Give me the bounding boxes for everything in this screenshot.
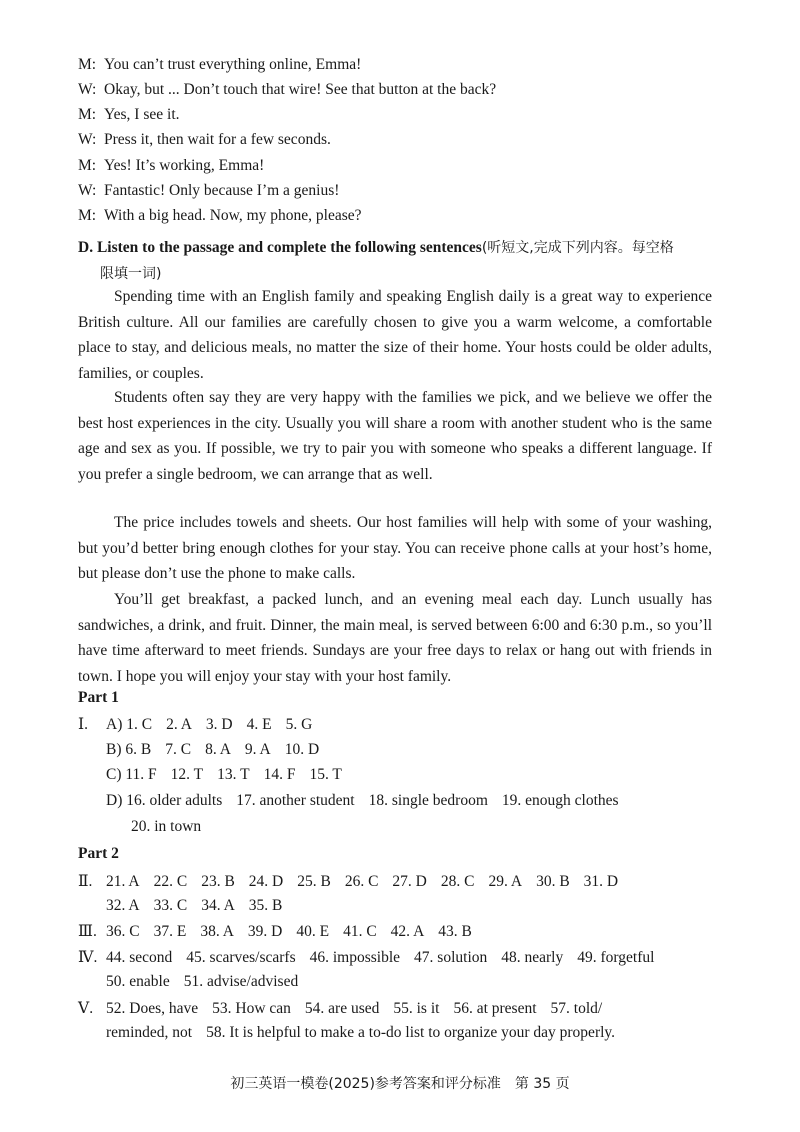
dialogue-line: M: You can’t trust everything online, Emma! (78, 56, 362, 73)
answer-row: B) 6. B 7. C 8. A 9. A 10. D (106, 741, 320, 758)
part1-title: Part 1 (78, 689, 119, 706)
dialogue-line: M: Yes, I see it. (78, 106, 180, 123)
dialogue-line: W: Okay, but ... Don’t touch that wire! See that button at the back? (78, 81, 497, 98)
answer-row: Ⅱ. 21. A 22. C 23. B 24. D 25. B 26. C 27. D 28. C 29. A 30. B 31. D (78, 873, 619, 890)
dialogue-line: W: Press it, then wait for a few seconds. (78, 131, 331, 148)
answer-row: 32. A 33. C 34. A 35. B (106, 897, 283, 914)
answer-row: Ⅰ. A) 1. C 2. A 3. D 4. E 5. G (78, 716, 313, 733)
answer-row: Ⅳ. 44. second 45. scarves/scarfs 46. impossible 47. solution 48. nearly 49. forgetful (78, 949, 655, 966)
answer-row: 50. enable 51. advise/advised (106, 973, 299, 990)
answer-row: 20. in town (131, 818, 202, 835)
part2-title: Part 2 (78, 845, 119, 862)
answer-row: Ⅴ. 52. Does, have 53. How can 54. are used 55. is it 56. at present 57. told/ (78, 1000, 603, 1017)
dialogue-line: W: Fantastic! Only because I’m a genius! (78, 182, 340, 199)
answer-row: Ⅲ. 36. C 37. E 38. A 39. D 40. E 41. C 42. A 43. B (78, 923, 472, 940)
passage-paragraph: Spending time with an English family and speaking English daily is a great way to experience British culture. All our families are carefully chosen to give you a warm welcome, a comfortable place to stay, and delicious meals, no matter the size of their home. Your hosts could be older adults, families, or couples. (78, 288, 712, 382)
answer-row: reminded, not 58. It is helpful to make a to-do list to organize your day properly. (106, 1024, 616, 1041)
passage-paragraph: You’ll get breakfast, a packed lunch, and an evening meal each day. Lunch usually has sandwiches, a drink, and fruit. Dinner, the main meal, is served between 6:00 and 6:30 p.m., so you’ll have time afterward to meet friends. Sundays are your free days to relax or hang out with friends in town. I hope you will enjoy your stay with your host family. (78, 591, 712, 685)
passage-paragraph: The price includes towels and sheets. Our host families will help with some of your washing, but you’d better bring enough clothes for your stay. You can receive phone calls at your host’s home, but please don’t use the phone to make calls. (78, 514, 712, 582)
page-footer: 初三英语一模卷(2025)参考答案和评分标准 第 35 页 (230, 1076, 570, 1092)
answer-row: C) 11. F 12. T 13. T 14. F 15. T (106, 766, 342, 783)
passage-paragraph: Students often say they are very happy with the families we pick, and we believe we offer the best host experiences in the city. Usually you will share a room with another student who is the same age and sex as you. If possible, we try to pair you with someone who speaks a different language. If you prefer a single bedroom, we can arrange that as well. (78, 389, 712, 483)
dialogue-line: M: Yes! It’s working, Emma! (78, 157, 265, 174)
answer-row: D) 16. older adults 17. another student 18. single bedroom 19. enough clothes (106, 792, 619, 809)
section-d-heading: D. Listen to the passage and complete the following sentences(听短文,完成下列内容。每空格 限填一词) (78, 239, 674, 282)
dialogue-line: M: With a big head. Now, my phone, please? (78, 207, 362, 224)
